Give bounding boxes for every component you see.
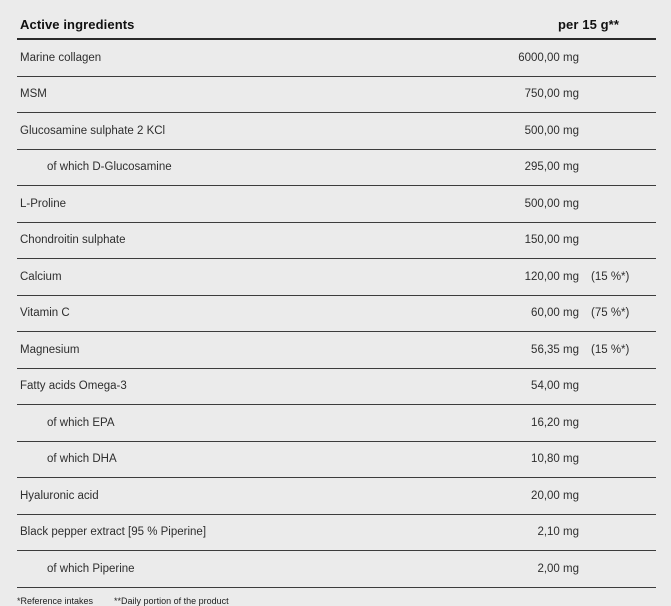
ingredient-amount: 20,00 mg [531, 489, 579, 502]
table-title: Active ingredients [20, 17, 135, 32]
ingredient-amount: 295,00 mg [524, 161, 579, 174]
ingredient-daily-percent: (15 %*) [591, 270, 630, 283]
table-row [17, 442, 656, 479]
ingredient-amount: 500,00 mg [524, 124, 579, 137]
ingredient-amount: 16,20 mg [531, 416, 579, 429]
ingredient-name: Black pepper extract [95 % Piperine] [20, 526, 207, 539]
ingredient-amount: 60,00 mg [531, 307, 579, 320]
table-row [17, 77, 656, 114]
ingredient-name: of which D-Glucosamine [47, 161, 172, 174]
table-row [17, 40, 656, 77]
ingredient-name: of which DHA [47, 453, 117, 466]
table-row [17, 551, 656, 588]
ingredient-name: Hyaluronic acid [20, 489, 99, 502]
ingredient-name: Marine collagen [20, 51, 102, 64]
table-row [17, 150, 656, 187]
active-ingredients-table [17, 0, 656, 606]
ingredient-amount: 6000,00 mg [518, 51, 579, 64]
ingredient-name: Vitamin C [20, 307, 70, 320]
footnote-daily-portion: **Daily portion of the product [114, 595, 229, 606]
ingredient-amount: 500,00 mg [524, 197, 579, 210]
table-header [17, 0, 656, 40]
ingredient-name: MSM [20, 88, 47, 101]
table-row [17, 478, 656, 515]
ingredient-name: Fatty acids Omega-3 [20, 380, 127, 393]
ingredient-amount: 56,35 mg [531, 343, 579, 356]
footnotes [17, 596, 656, 606]
table-row [17, 186, 656, 223]
ingredient-amount: 10,80 mg [531, 453, 579, 466]
table-row [17, 223, 656, 260]
ingredient-name: of which Piperine [47, 562, 135, 575]
ingredient-amount: 2,00 mg [537, 562, 579, 575]
table-row [17, 515, 656, 552]
ingredient-name: Calcium [20, 270, 62, 283]
table-row [17, 113, 656, 150]
table-row [17, 259, 656, 296]
ingredient-name: of which EPA [47, 416, 115, 429]
ingredient-amount: 120,00 mg [524, 270, 579, 283]
ingredient-amount: 54,00 mg [531, 380, 579, 393]
ingredient-daily-percent: (15 %*) [591, 343, 630, 356]
table-row [17, 332, 656, 369]
ingredient-amount: 150,00 mg [524, 234, 579, 247]
ingredient-name: Glucosamine sulphate 2 KCl [20, 124, 166, 137]
table-body [17, 40, 656, 588]
ingredient-name: L-Proline [20, 197, 67, 210]
footnote-reference-intakes: *Reference intakes [17, 595, 94, 606]
table-row [17, 405, 656, 442]
ingredient-daily-percent: (75 %*) [591, 307, 630, 320]
ingredient-name: Chondroitin sulphate [20, 234, 126, 247]
table-row [17, 369, 656, 406]
ingredient-amount: 750,00 mg [524, 88, 579, 101]
per-serving-header: per 15 g** [558, 17, 619, 32]
ingredient-amount: 2,10 mg [537, 526, 579, 539]
ingredient-name: Magnesium [20, 343, 80, 356]
table-row [17, 296, 656, 333]
